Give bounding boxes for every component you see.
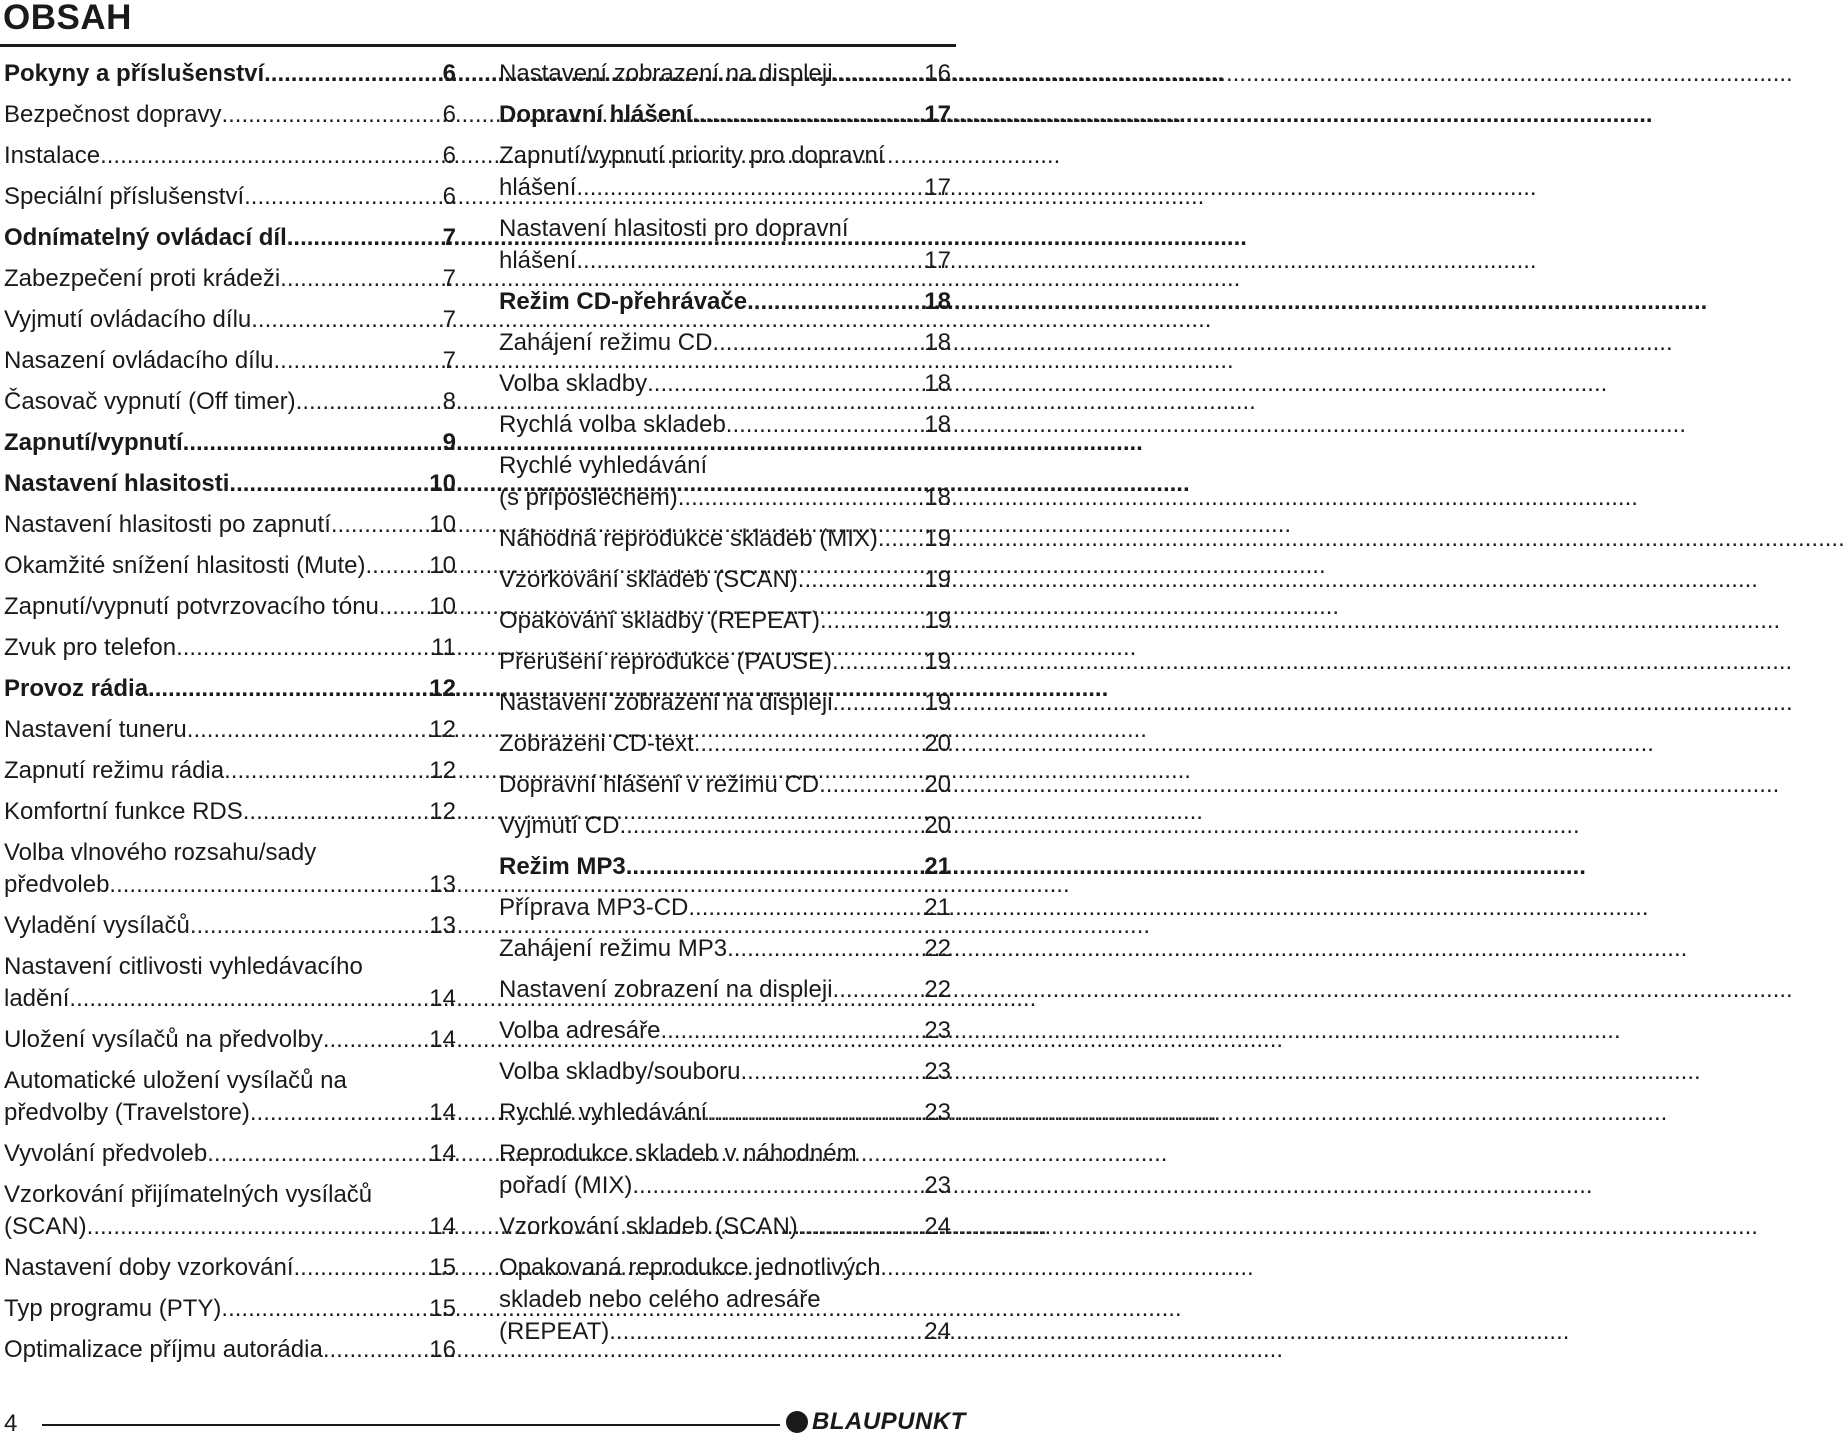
toc-entry-title: Odnímatelný ovládací díl: [4, 224, 287, 251]
toc-entry: [4, 1293, 456, 1325]
toc-entry-page: 6: [442, 142, 456, 169]
toc-entry-row: [4, 632, 456, 664]
toc-entry-row: [499, 523, 951, 555]
toc-entry-page: 20: [924, 730, 951, 757]
toc-entry-title-line: Vzorkování přijímatelných vysílačů: [4, 1181, 373, 1208]
toc-entry: [499, 450, 951, 514]
toc-leader-dots: [148, 673, 429, 705]
toc-entry: [499, 327, 951, 359]
toc-entry: [4, 386, 456, 418]
toc-entry-row: [4, 591, 456, 623]
toc-entry: [4, 468, 456, 500]
toc-leader-dots: [251, 304, 442, 336]
toc-entry: [499, 286, 951, 318]
toc-entry-page: 23: [924, 1172, 951, 1199]
toc-entry-page: 19: [924, 566, 951, 593]
toc-entry-row: [4, 509, 456, 541]
toc-leader-dots: [833, 58, 925, 90]
toc-entry-row: [499, 728, 951, 760]
toc-entry-title: (SCAN): [4, 1213, 87, 1240]
toc-leader-dots: [833, 687, 925, 719]
toc-entry-page: 18: [924, 484, 951, 511]
toc-leader-dots: [647, 368, 924, 400]
toc-entry: [4, 550, 456, 582]
toc-entry-title: Typ programu (PTY): [4, 1295, 222, 1322]
toc-entry-title-line: Nastavení hlasitosti pro dopravní: [499, 215, 849, 242]
toc-entry: [499, 769, 951, 801]
toc-entry-row: [499, 646, 951, 678]
toc-entry: [4, 796, 456, 828]
toc-entry-page: 16: [429, 1336, 456, 1363]
toc-entry-page: 14: [429, 1099, 456, 1126]
toc-entry-title: Nasazení ovládacího dílu: [4, 347, 274, 374]
toc-entry-page: 15: [429, 1254, 456, 1281]
toc-entry-page: 9: [442, 429, 456, 456]
toc-leader-dots: [76, 983, 429, 1015]
toc-entry: [499, 99, 951, 131]
toc-entry-row: [4, 755, 456, 787]
toc-entry-row: [4, 1138, 456, 1170]
toc-entry-title: Nastavení doby vzorkování: [4, 1254, 294, 1281]
toc-leader-dots: [819, 769, 924, 801]
toc-leader-dots: [379, 591, 429, 623]
toc-entry-page: 7: [442, 265, 456, 292]
toc-entry-row: [4, 1334, 456, 1366]
toc-entry-title-line: Rychlé vyhledávání: [499, 452, 708, 479]
toc-leader-dots: [741, 1056, 925, 1088]
toc-entry-row: [499, 687, 951, 719]
toc-leader-dots: [323, 1024, 429, 1056]
toc-entry-page: 7: [442, 224, 456, 251]
toc-entry-row: [4, 550, 456, 582]
toc-entry-title: Okamžité snížení hlasitosti (Mute): [4, 552, 366, 579]
toc-entry-title: Pokyny a příslušenství: [4, 60, 265, 87]
toc-entry-title: Volba skladby: [499, 370, 648, 397]
toc-entry-title: hlášení: [499, 247, 577, 274]
toc-entry: [4, 140, 456, 172]
toc-leader-dots: [296, 386, 443, 418]
brand-logo: [786, 1408, 966, 1436]
toc-entry-row: [4, 304, 456, 336]
title-rule: [0, 44, 956, 47]
toc-entry-title: Instalace: [4, 142, 101, 169]
toc-entry-title: Zapnutí/vypnutí: [4, 429, 183, 456]
toc-entry: [4, 714, 456, 746]
toc-entry-title: Optimalizace příjmu autorádia: [4, 1336, 323, 1363]
toc-entry-title: Zvuk pro telefon: [4, 634, 177, 661]
toc-leader-dots: [365, 550, 429, 582]
toc-entry-row: [499, 1056, 951, 1088]
toc-entry-title: Komfortní funkce RDS: [4, 798, 243, 825]
toc-entry-page: 10: [429, 552, 456, 579]
toc-entry-row: [4, 673, 456, 705]
toc-entry-row: [4, 427, 456, 459]
toc-entry-row: [4, 345, 456, 377]
toc-entry-row: [499, 99, 951, 131]
toc-entry: [499, 892, 951, 924]
toc-entry-page: 24: [924, 1318, 951, 1345]
toc-entry-row: [4, 910, 456, 942]
toc-leader-dots: [221, 99, 442, 131]
toc-entry: [4, 58, 456, 90]
toc-entry-title: Opakování skladby (REPEAT): [499, 607, 821, 634]
toc-entry-page: 18: [924, 288, 951, 315]
toc-entry: [4, 632, 456, 664]
toc-entry-row: [4, 386, 456, 418]
toc-leader-dots: [712, 327, 924, 359]
toc-entry-page: 12: [429, 716, 456, 743]
toc-entry-title: Vyjmutí CD: [499, 812, 620, 839]
toc-leader-dots: [244, 181, 443, 213]
toc-entry-title-line: Opakovaná reprodukce jednotlivých: [499, 1254, 881, 1281]
toc-entry-title: Rychlá volba skladeb: [499, 411, 726, 438]
toc-leader-dots: [726, 409, 925, 441]
toc-entry: [499, 523, 951, 555]
toc-entry-page: 22: [924, 935, 951, 962]
toc-leader-dots: [688, 892, 924, 924]
toc-entry-page: 19: [924, 607, 951, 634]
toc-entry: [4, 222, 456, 254]
toc-entry-page: 12: [429, 798, 456, 825]
toc-entry-page: 20: [924, 812, 951, 839]
toc-entry-row: [499, 1211, 951, 1243]
toc-entry-title: Nastavení zobrazení na displeji: [499, 976, 833, 1003]
toc-entry: [499, 368, 951, 400]
toc-entry-row: [4, 140, 456, 172]
toc-entry-title: Uložení vysílačů na předvolby: [4, 1026, 323, 1053]
toc-entry: [4, 1065, 456, 1129]
toc-entry: [4, 99, 456, 131]
brand-name: BLAUPUNKT: [812, 1408, 966, 1435]
toc-entry: [4, 951, 456, 1015]
toc-entry-row: [4, 714, 456, 746]
toc-entry-page: 17: [924, 247, 951, 274]
toc-entry-row: [499, 327, 951, 359]
toc-entry: [4, 1252, 456, 1284]
toc-entry-row: [499, 1097, 951, 1129]
toc-entry-page: 11: [431, 634, 456, 661]
toc-entry: [4, 304, 456, 336]
toc-entry: [4, 181, 456, 213]
toc-leader-dots: [632, 1170, 924, 1202]
toc-entry-page: 7: [442, 347, 456, 374]
toc-entry-row: [499, 409, 951, 441]
toc-entry-page: 16: [924, 60, 951, 87]
toc-entry-page: 7: [442, 306, 456, 333]
toc-entry-page: 19: [924, 525, 951, 552]
toc-entry-row: [499, 1170, 951, 1202]
toc-entry-title-line: skladeb nebo celého adresáře: [499, 1286, 821, 1313]
toc-entry-page: 17: [924, 174, 951, 201]
toc-entry: [499, 728, 951, 760]
toc-leader-dots: [221, 1293, 429, 1325]
toc-entry: [499, 409, 951, 441]
toc-entry-row: [4, 263, 456, 295]
toc-entry-title: Nastavení tuneru: [4, 716, 187, 743]
toc-entry: [499, 1097, 951, 1129]
toc-leader-dots: [294, 1252, 430, 1284]
toc-entry-row: [4, 99, 456, 131]
toc-entry-title: Zobrazeni CD-text: [499, 730, 694, 757]
toc-entry-row: [499, 851, 951, 883]
toc-entry-page: 14: [429, 1026, 456, 1053]
toc-entry: [4, 591, 456, 623]
toc-entry: [4, 755, 456, 787]
toc-entry-title: Náhodná reprodukce skladeb (MIX).: [499, 525, 885, 552]
toc-leader-dots: [692, 99, 924, 131]
toc-leader-dots: [885, 523, 925, 555]
toc-entry-page: 12: [429, 757, 456, 784]
toc-entry-title: Zabezpečení proti krádeži: [4, 265, 281, 292]
toc-entry: [4, 673, 456, 705]
toc-entry-page: 19: [924, 648, 951, 675]
toc-entry-row: [499, 605, 951, 637]
toc-entry-page: 6: [442, 60, 456, 87]
toc-leader-dots: [257, 1097, 430, 1129]
toc-entry-title-line: Zapnutí/vypnutí priority pro dopravní: [499, 142, 885, 169]
toc-entry-row: [4, 869, 456, 901]
toc-leader-dots: [243, 796, 430, 828]
toc-entry-row: [4, 468, 456, 500]
toc-leader-dots: [798, 1211, 925, 1243]
toc-entry-row: [4, 1211, 456, 1243]
toc-entry-row: [499, 810, 951, 842]
toc-leader-dots: [87, 1211, 430, 1243]
toc-entry-title: Bezpečnost dopravy: [4, 101, 222, 128]
toc-entry: [4, 263, 456, 295]
toc-entry-title: Přerušení reprodukce (PAUSE): [499, 648, 833, 675]
toc-entry-row: [4, 1252, 456, 1284]
toc-entry: [499, 140, 951, 204]
toc-entry: [499, 851, 951, 883]
toc-entry-page: 10: [429, 511, 456, 538]
toc-entry-page: 12: [429, 675, 456, 702]
toc-entry-title: Vyjmutí ovládacího dílu: [4, 306, 252, 333]
page-number: 4: [4, 1410, 18, 1437]
toc-entry-page: 14: [429, 1213, 456, 1240]
toc-leader-dots: [190, 910, 429, 942]
toc-leader-dots: [747, 286, 924, 318]
toc-leader-dots: [207, 1138, 429, 1170]
toc-entry-row: [499, 892, 951, 924]
toc-leader-dots: [264, 58, 443, 90]
toc-leader-dots: [626, 851, 925, 883]
toc-leader-dots: [832, 646, 924, 678]
footer-rule: [42, 1424, 780, 1426]
toc-entry-page: 14: [429, 985, 456, 1012]
toc-entry-title: Příprava MP3-CD: [499, 894, 689, 921]
toc-leader-dots: [331, 509, 429, 541]
toc-entry-title: Rychlé vyhledávání: [499, 1099, 708, 1126]
toc-entry: [4, 1179, 456, 1243]
toc-entry-row: [4, 796, 456, 828]
toc-entry-title: Vyladění vysílačů: [4, 912, 190, 939]
toc-entry-row: [499, 245, 951, 277]
toc-leader-dots: [109, 869, 429, 901]
toc-leader-dots: [660, 1015, 924, 1047]
toc-entry: [499, 1015, 951, 1047]
toc-entry: [499, 58, 951, 90]
toc-entry: [499, 1138, 951, 1202]
toc-entry-page: 6: [442, 183, 456, 210]
toc-entry-title: Nastavení zobrazení na displeji: [499, 60, 833, 87]
toc-leader-dots: [576, 245, 924, 277]
toc-entry-page: 8: [442, 388, 456, 415]
toc-entry-title: Nastavení zobrazení na displeji: [499, 689, 833, 716]
toc-entry-title-line: Volba vlnového rozsahu/sady: [4, 839, 317, 866]
toc-entry-title: hlášení: [499, 174, 577, 201]
toc-entry: [499, 810, 951, 842]
toc-entry: [4, 509, 456, 541]
toc-entry-title: Provoz rádia: [4, 675, 149, 702]
toc-entry: [499, 213, 951, 277]
toc-entry: [4, 1334, 456, 1366]
toc-entry: [499, 1056, 951, 1088]
toc-entry-page: 22: [924, 976, 951, 1003]
toc-entry-title: Režim MP3: [499, 853, 626, 880]
toc-entry-page: 14: [429, 1140, 456, 1167]
toc-entry-row: [4, 1024, 456, 1056]
toc-entry: [499, 605, 951, 637]
toc-entry-page: 23: [924, 1058, 951, 1085]
toc-entry: [4, 1138, 456, 1170]
toc-entry-title: předvoleb: [4, 871, 110, 898]
toc-entry-page: 18: [924, 370, 951, 397]
toc-entry: [499, 564, 951, 596]
toc-entry: [4, 837, 456, 901]
toc-entry-page: 10: [429, 470, 456, 497]
toc-entry-title: (s příposlechem): [499, 484, 678, 511]
toc-leader-dots: [707, 1097, 924, 1129]
toc-entry-row: [4, 1293, 456, 1325]
toc-entry-page: 23: [924, 1017, 951, 1044]
toc-leader-dots: [287, 222, 443, 254]
toc-entry-title: Nastavení hlasitosti: [4, 470, 230, 497]
toc-entry-title: Zapnutí/vypnutí potvrzovacího tónu: [4, 593, 379, 620]
toc-entry-title: Časovač vypnutí (Off timer): [4, 388, 296, 415]
toc-leader-dots: [274, 345, 443, 377]
toc-leader-dots: [619, 810, 924, 842]
toc-entry-row: [499, 974, 951, 1006]
toc-entry-row: [4, 1097, 456, 1129]
toc-entry-row: [499, 564, 951, 596]
toc-entry-title: Vzorkování skladeb (SCAN): [499, 1213, 798, 1240]
toc-entry-page: 6: [442, 101, 456, 128]
toc-leader-dots: [323, 1334, 429, 1366]
toc-entry-row: [499, 58, 951, 90]
toc-leader-dots: [229, 468, 429, 500]
toc-entry: [4, 910, 456, 942]
toc-entry-row: [4, 222, 456, 254]
toc-entry-page: 24: [924, 1213, 951, 1240]
toc-entry-row: [499, 769, 951, 801]
toc-leader-dots: [694, 728, 925, 760]
toc-leader-dots: [280, 263, 442, 295]
toc-entry: [4, 427, 456, 459]
toc-entry-page: 15: [429, 1295, 456, 1322]
toc-entry-title: Dopravní hlášení: [499, 101, 693, 128]
toc-leader-dots: [183, 427, 443, 459]
toc-column-left: [4, 58, 456, 1375]
toc-entry-title: Volba adresáře: [499, 1017, 661, 1044]
toc-entry-title: Volba skladby/souboru: [499, 1058, 741, 1085]
toc-entry: [499, 1252, 951, 1348]
toc-entry-page: 18: [924, 329, 951, 356]
toc-entry-title: Nastavení hlasitosti po zapnutí: [4, 511, 331, 538]
toc-leader-dots: [576, 172, 924, 204]
toc-entry-page: 21: [924, 894, 951, 921]
toc-entry: [499, 933, 951, 965]
toc-entry-row: [4, 58, 456, 90]
toc-entry: [4, 345, 456, 377]
brand-dot-icon: [786, 1411, 808, 1433]
toc-entry-title-line: Automatické uložení vysílačů na: [4, 1067, 347, 1094]
toc-entry-page: 20: [924, 771, 951, 798]
toc-leader-dots: [798, 564, 925, 596]
toc-entry-row: [499, 1316, 951, 1348]
toc-entry-title: Vzorkování skladeb (SCAN): [499, 566, 798, 593]
toc-entry-row: [499, 482, 951, 514]
toc-entry-title: Zahájení režimu MP3: [499, 935, 728, 962]
toc-entry: [499, 1211, 951, 1243]
toc-entry-row: [499, 286, 951, 318]
toc-entry-row: [4, 983, 456, 1015]
toc-leader-dots: [176, 632, 431, 664]
toc-leader-dots: [231, 755, 430, 787]
toc-entry-row: [499, 172, 951, 204]
toc-leader-dots: [100, 140, 443, 172]
toc-entry-page: 23: [924, 1099, 951, 1126]
toc-entry-page: 18: [924, 411, 951, 438]
toc-entry-title: (REPEAT): [499, 1318, 610, 1345]
toc-leader-dots: [187, 714, 430, 746]
toc-entry-title: Zahájení režimu CD: [499, 329, 713, 356]
toc-entry-title: Režim CD-přehrávače: [499, 288, 748, 315]
toc-entry-title: Speciální příslušenství: [4, 183, 245, 210]
toc-entry-title: předvolby (Travelstore).: [4, 1099, 257, 1126]
toc-entry-row: [499, 933, 951, 965]
page-title: OBSAH: [3, 0, 132, 37]
toc-entry-title: Zapnutí režimu rádia.: [4, 757, 231, 784]
toc-entry-title: Dopravní hlášení v režimu CD: [499, 771, 820, 798]
toc-entry-page: 13: [429, 871, 456, 898]
toc-leader-dots: [678, 482, 925, 514]
toc-entry-row: [499, 1015, 951, 1047]
toc-entry: [499, 974, 951, 1006]
toc-entry-row: [499, 368, 951, 400]
toc-entry-page: 10: [429, 593, 456, 620]
toc-entry-title: pořadí (MIX): [499, 1172, 633, 1199]
toc-entry-page: 13: [429, 912, 456, 939]
toc-entry-title: ladění.: [4, 985, 77, 1012]
toc-leader-dots: [727, 933, 924, 965]
toc-entry-page: 19: [924, 689, 951, 716]
toc-leader-dots: [820, 605, 924, 637]
toc-entry-title-line: Reprodukce skladeb v náhodném: [499, 1140, 857, 1167]
toc-entry: [499, 687, 951, 719]
toc-leader-dots: [609, 1316, 924, 1348]
toc-leader-dots: [833, 974, 925, 1006]
toc-entry-title: Vyvolání předvoleb: [4, 1140, 208, 1167]
toc-entry: [4, 1024, 456, 1056]
toc-entry-page: 21: [924, 853, 951, 880]
toc-entry-row: [4, 181, 456, 213]
toc-column-right: [499, 58, 951, 1357]
toc-entry-page: 17: [924, 101, 951, 128]
toc-entry: [499, 646, 951, 678]
toc-entry-title-line: Nastavení citlivosti vyhledávacího: [4, 953, 363, 980]
